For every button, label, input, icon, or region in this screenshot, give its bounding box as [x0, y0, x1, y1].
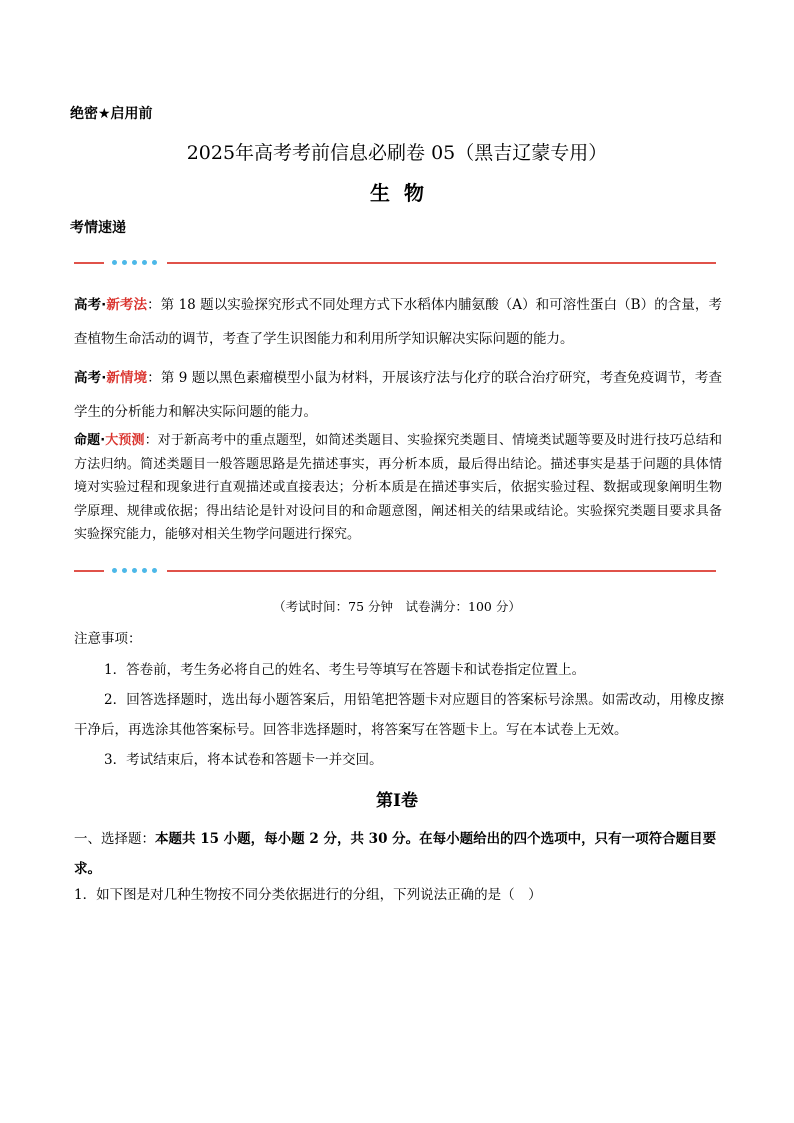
overview-item-prediction	[74, 429, 722, 547]
label-new-method: 新考法	[106, 297, 148, 313]
part-title: 第Ⅰ卷	[376, 791, 418, 811]
label-gaokao: 高考·	[74, 297, 107, 313]
overview-text: ：对于新高考中的重点题型，如简述类题目、实验探究类题目、情境类试题等要及时进行技巧总结和方法归纳。简述类题目一般答题思路是先描述事实，再分析本质，最后得出结论。描述事实是基于问题的具体情境对实验过程和现象进行直观描述或直接表达；分析本质是在描述事实后，依据实验过程、数据或现象阐明生物学原理、规律或依据；得出结论是针对设问目的和命题意图，阐述相关的结果或结论。实验探究类题目要求具备实验探究能力，能够对相关生物学问题进行探究。	[74, 433, 722, 542]
overview-text: ：第 9 题以黑色素瘤模型小鼠为材料，开展该疗法与化疗的联合治疗研究，考查免疫调节，考查学生的分析能力和解决实际问题的能力。	[74, 370, 722, 420]
top-divider	[74, 258, 716, 268]
note-item: 3．考试结束后，将本试卷和答题卡一并交回。	[104, 752, 383, 768]
question-1: 1．如下图是对几种生物按不同分类依据进行的分组，下列说法正确的是（ ）	[74, 887, 542, 903]
exam-time-score: （考试时间：75 分钟 试卷满分：100 分）	[273, 599, 521, 614]
note-item: 2．回答选择题时，选出每小题答案后，用铅笔把答题卡对应题目的答案标号涂黑。如需改动，用橡皮擦干净后，再选涂其他答案标号。回答非选择题时，将答案写在答题卡上。写在本试卷上无效。	[74, 692, 724, 738]
section-lead: 一、选择题：	[74, 831, 155, 847]
overview-item-new-method	[74, 288, 722, 356]
subject-title: 生物	[370, 181, 438, 205]
exam-title: 2025年高考考前信息必刷卷 05（黑吉辽蒙专用）	[186, 142, 608, 164]
section-rules: 本题共 15 小题，每小题 2 分，共 30 分。在每小题给出的四个选项中，只有一项符合题目要求。	[74, 831, 717, 877]
overview-text: ：第 18 题以实验探究形式不同处理方式下水稻体内脯氨酸（A）和可溶性蛋白（B）的含量，考查植物生命活动的调节，考查了学生识图能力和利用所学知识解决实际问题的能力。	[74, 297, 723, 347]
label-prediction: 大预测	[105, 433, 145, 448]
notes-heading: 注意事项：	[74, 631, 142, 647]
label-new-context: 新情境	[106, 370, 148, 386]
overview-item-new-context	[74, 361, 722, 429]
label-proposition: 命题·	[74, 433, 106, 448]
section-instructions	[74, 824, 726, 884]
confidential-mark: 绝密★启用前	[70, 106, 153, 122]
note-item: 1．答卷前，考生务必将自己的姓名、考生号等填写在答题卡和试卷指定位置上。	[104, 662, 586, 678]
overview-heading: 考情速递	[70, 220, 126, 236]
bottom-divider	[74, 566, 716, 576]
label-gaokao: 高考·	[74, 370, 107, 386]
